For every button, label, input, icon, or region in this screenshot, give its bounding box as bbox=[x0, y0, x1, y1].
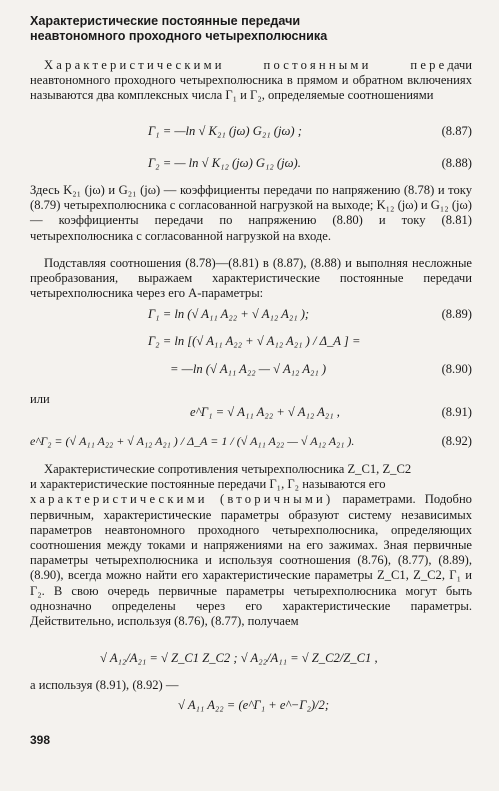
characteristic-line-2: и характеристические постоянные передачи Г₁, Г₂ называются его bbox=[30, 477, 386, 492]
definitions-paragraph: Здесь K₂₁ (jω) и G₂₁ (jω) — коэффициенты передачи по напряжению (8.78) и току (8.79) четырехполюсника с согласованной нагрузкой на выходе; K₁₂ (jω) и G₁₂ (jω) — коэффициенты передачи по напряжению (8.80) и току (8.81) четырехполюсника с согласованной нагрузкой на входе. bbox=[30, 183, 473, 243]
equation-8-88 bbox=[30, 156, 472, 174]
equation-ratios-body: √ A₁₂/A₂₁ = √ Z_C1 Z_C2 ; √ A₂₂/A₁₁ = √ Z_C2/Z_C1 , bbox=[100, 651, 378, 665]
characteristic-line-1: Характеристические сопротивления четырехполюсника Z_C1, Z_C2 bbox=[44, 462, 412, 476]
equation-8-89 bbox=[30, 307, 472, 325]
equation-8-92-body: e^Г₂ = (√ A₁₁ A₂₂ + √ A₁₂ A₂₁ ) / Δ_A = 1 / (√ A₁₁ A₂₂ — √ A₁₂ A₂₁ ). bbox=[30, 434, 355, 448]
heading-line-2: неавтономного проходного четырехполюсника bbox=[30, 29, 328, 43]
equation-8-91-body: e^Г₁ = √ A₁₁ A₂₂ + √ A₁₂ A₂₁ , bbox=[190, 405, 340, 419]
equation-last-body: √ A₁₁ A₂₂ = (e^Г₁ + e^−Г₂)/2; bbox=[178, 698, 330, 712]
word-or: или bbox=[30, 392, 50, 406]
equation-8-90-line-2 bbox=[30, 362, 472, 380]
equation-8-92-number: (8.92) bbox=[441, 434, 472, 448]
equation-last bbox=[30, 698, 472, 716]
characteristic-spaced-text: характеристическими (вторичными) bbox=[30, 492, 334, 507]
intro-text: дачи неавтономного проходного четырехполюсника в прямом и обратном включениях называются два комплексных числа Г₁ и Г₂, определяемые соотношениями bbox=[30, 58, 472, 103]
section-heading bbox=[30, 14, 472, 44]
equation-8-92 bbox=[30, 434, 472, 452]
equation-ratios bbox=[30, 651, 472, 669]
page-number: 398 bbox=[30, 733, 51, 747]
equation-8-87-number: (8.87) bbox=[441, 124, 472, 138]
equation-8-90-line-1-body: Г₂ = ln [(√ A₁₁ A₂₂ + √ A₁₂ A₂₁ ) / Δ_A ] = bbox=[148, 334, 361, 348]
intro-spaced-text: Характеристическими постоянными пере bbox=[44, 58, 448, 72]
equation-8-87-body: Г₁ = —ln √ K₂₁ (jω) G₂₁ (jω) ; bbox=[148, 124, 302, 138]
equation-8-89-number: (8.89) bbox=[441, 307, 472, 321]
substitution-paragraph: Подставляя соотношения (8.78)—(8.81) в (8.87), (8.88) и выполняя несложные преобразования, выражаем характеристические постоянные передачи четырехполюсника через его A-параметры: bbox=[30, 256, 472, 301]
intro-paragraph bbox=[30, 58, 472, 104]
equation-8-87 bbox=[30, 124, 472, 142]
equation-8-88-number: (8.88) bbox=[441, 156, 472, 170]
heading-line-1: Характеристические постоянные передачи bbox=[30, 14, 301, 28]
equation-8-91-number: (8.91) bbox=[441, 405, 472, 419]
equation-8-89-body: Г₁ = ln (√ A₁₁ A₂₂ + √ A₁₂ A₂₁ ); bbox=[148, 307, 310, 321]
equation-8-88-body: Г₂ = — ln √ K₁₂ (jω) G₁₂ (jω). bbox=[148, 156, 301, 170]
equation-8-91 bbox=[30, 405, 472, 423]
characteristic-paragraph bbox=[30, 462, 472, 629]
equation-8-90-number: (8.90) bbox=[441, 362, 472, 376]
equation-8-90-line-2-body: = —ln (√ A₁₁ A₂₂ — √ A₁₂ A₂₁ ) bbox=[170, 362, 327, 376]
characteristic-text: параметрами. Подобно первичным, характеристические параметры образуют систему независимых параметров неавтономного проходного четырехполюсника, определяющих соотношения между токами и напряжениями на его зажимах. Зная первичные параметры четырехполюсника и используя соотношения (8.76), (8.77), (8.89), (8.90), всегда можно найти его характеристические параметры Z_C1, Z_C2, Г₁ и Г₂. В свою очередь первичные параметры четырехполюсника могут быть однозначно определены через его характеристические параметры. Действительно, используя (8.76), (8.77), получаем bbox=[30, 492, 472, 629]
using-line: а используя (8.91), (8.92) — bbox=[30, 678, 179, 692]
equation-8-90-line-1 bbox=[30, 334, 472, 352]
